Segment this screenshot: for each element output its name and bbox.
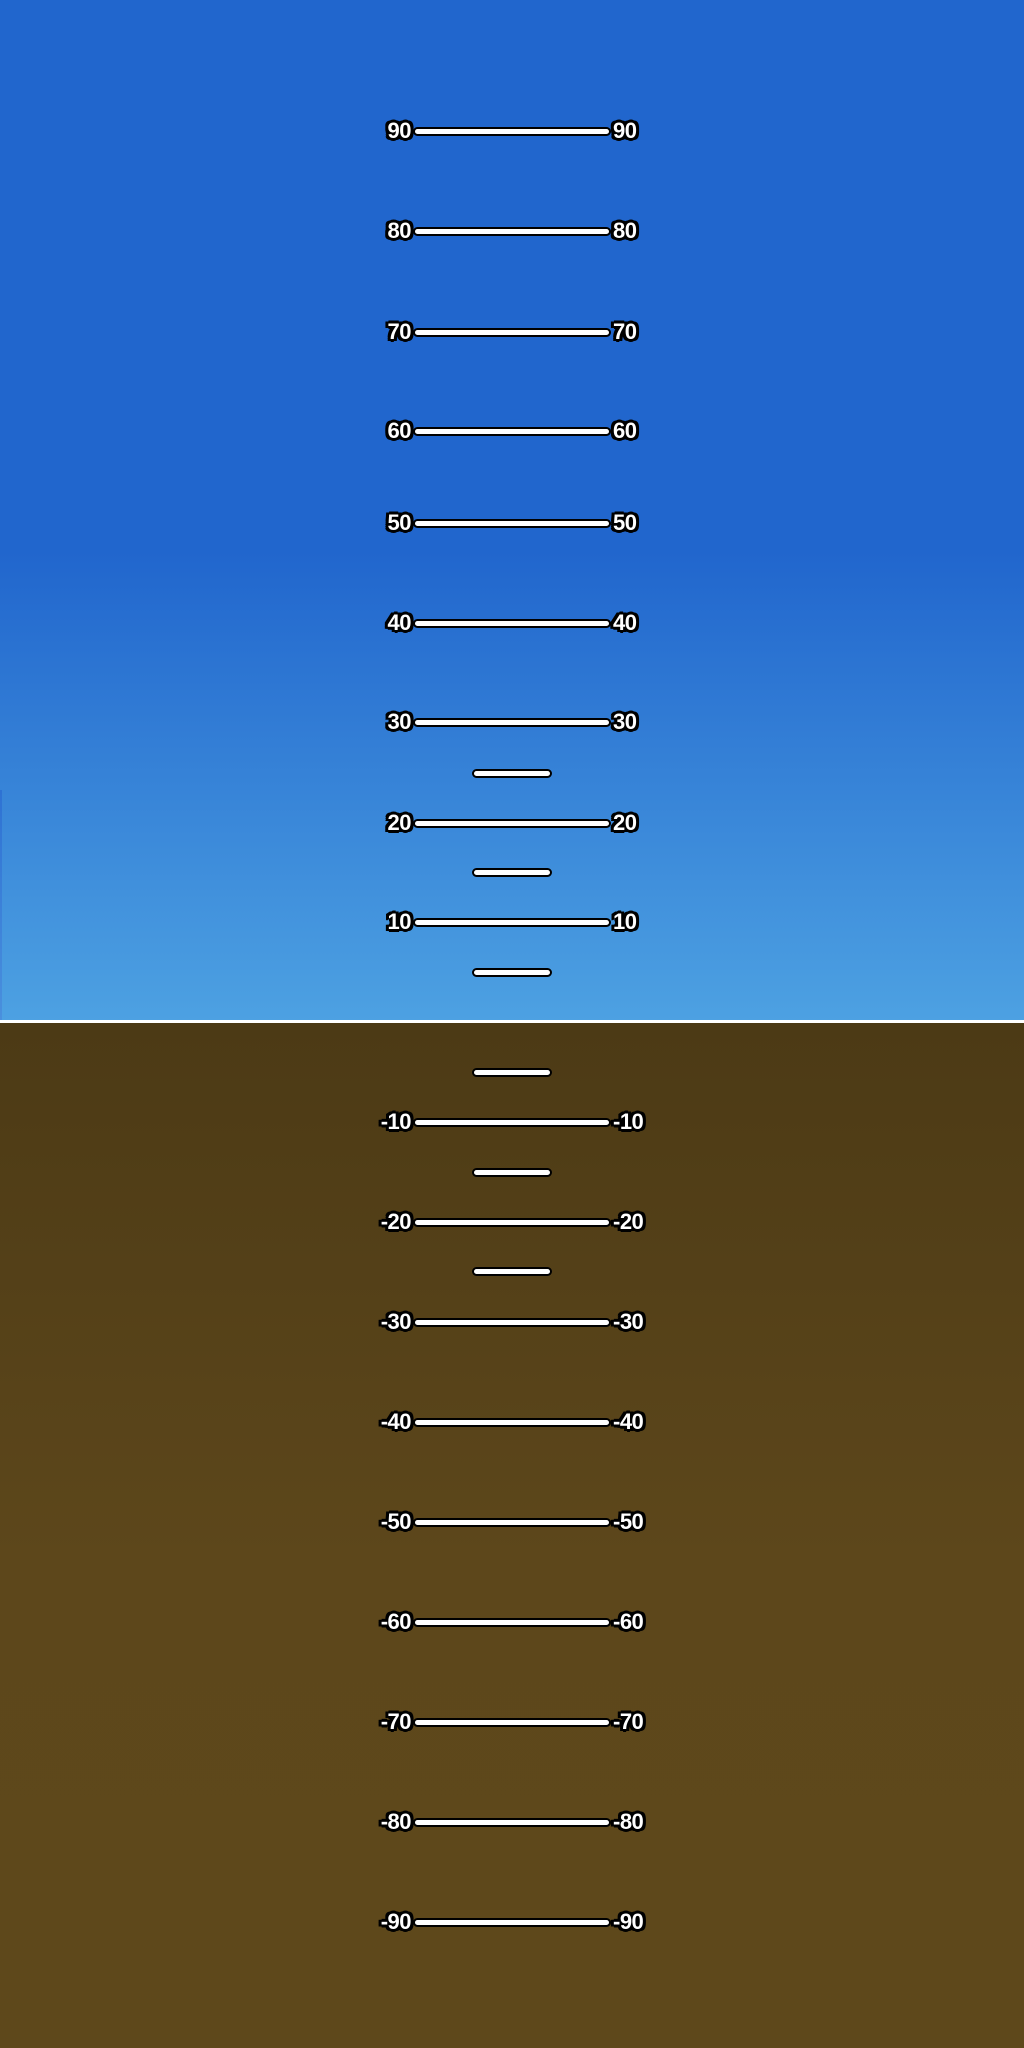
- pitch-label-left-neg-70: -70: [380, 1709, 411, 1734]
- pitch-label-left-80: 80: [387, 218, 411, 243]
- pitch-label-right-20: 20: [613, 810, 637, 835]
- pitch-label-left-neg-50: -50: [380, 1509, 411, 1534]
- pitch-label-right-80: 80: [613, 218, 637, 243]
- pitch-tick-bar-neg-5: [472, 1068, 552, 1077]
- pitch-bar-40: [413, 619, 611, 628]
- pitch-label-right-neg-80: -80: [613, 1809, 644, 1834]
- pitch-label-right-neg-20: -20: [613, 1209, 644, 1234]
- pitch-label-left-60: 60: [387, 418, 411, 443]
- pitch-label-right-50: 50: [613, 510, 637, 535]
- pitch-tick-bar-15: [472, 868, 552, 877]
- pitch-label-left-30: 30: [387, 709, 411, 734]
- pitch-label-right-90: 90: [613, 118, 637, 143]
- pitch-tick-bar-5: [472, 968, 552, 977]
- pitch-label-left-neg-10: -10: [380, 1109, 411, 1134]
- pitch-bar-neg-30: [413, 1318, 611, 1327]
- pitch-label-left-neg-40: -40: [380, 1409, 411, 1434]
- pitch-label-left-neg-30: -30: [380, 1309, 411, 1334]
- pitch-label-right-neg-60: -60: [613, 1609, 644, 1634]
- pitch-bar-neg-10: [413, 1118, 611, 1127]
- pitch-bar-neg-60: [413, 1618, 611, 1627]
- pitch-label-right-neg-30: -30: [613, 1309, 644, 1334]
- pitch-label-left-40: 40: [387, 610, 411, 635]
- pitch-label-right-40: 40: [613, 610, 637, 635]
- pitch-bar-90: [413, 127, 611, 136]
- pitch-label-right-neg-70: -70: [613, 1709, 644, 1734]
- pitch-label-left-neg-20: -20: [380, 1209, 411, 1234]
- pitch-bar-30: [413, 718, 611, 727]
- pitch-label-left-50: 50: [387, 510, 411, 535]
- pitch-label-right-60: 60: [613, 418, 637, 443]
- pitch-label-left-70: 70: [387, 319, 411, 344]
- pitch-tick-bar-25: [472, 769, 552, 778]
- pitch-bar-70: [413, 328, 611, 337]
- pitch-bar-neg-20: [413, 1218, 611, 1227]
- pitch-bar-neg-80: [413, 1818, 611, 1827]
- pitch-label-left-neg-60: -60: [380, 1609, 411, 1634]
- pitch-bar-50: [413, 519, 611, 528]
- pitch-label-right-neg-50: -50: [613, 1509, 644, 1534]
- pitch-bar-20: [413, 819, 611, 828]
- pitch-bar-neg-90: [413, 1918, 611, 1927]
- pitch-label-right-10: 10: [613, 909, 637, 934]
- pitch-bar-neg-50: [413, 1518, 611, 1527]
- pitch-label-left-10: 10: [387, 909, 411, 934]
- pitch-bar-10: [413, 918, 611, 927]
- pitch-label-left-90: 90: [387, 118, 411, 143]
- pitch-tick-bar-neg-15: [472, 1168, 552, 1177]
- pitch-label-right-30: 30: [613, 709, 637, 734]
- pitch-tick-bar-neg-25: [472, 1267, 552, 1276]
- pitch-label-left-neg-80: -80: [380, 1809, 411, 1834]
- pitch-label-right-neg-40: -40: [613, 1409, 644, 1434]
- pitch-bar-60: [413, 427, 611, 436]
- pitch-bar-neg-40: [413, 1418, 611, 1427]
- pitch-bar-neg-70: [413, 1718, 611, 1727]
- pitch-label-left-20: 20: [387, 810, 411, 835]
- pitch-label-left-neg-90: -90: [380, 1909, 411, 1934]
- pitch-label-right-neg-90: -90: [613, 1909, 644, 1934]
- pitch-label-right-70: 70: [613, 319, 637, 344]
- pitch-bar-80: [413, 227, 611, 236]
- pitch-label-right-neg-10: -10: [613, 1109, 644, 1134]
